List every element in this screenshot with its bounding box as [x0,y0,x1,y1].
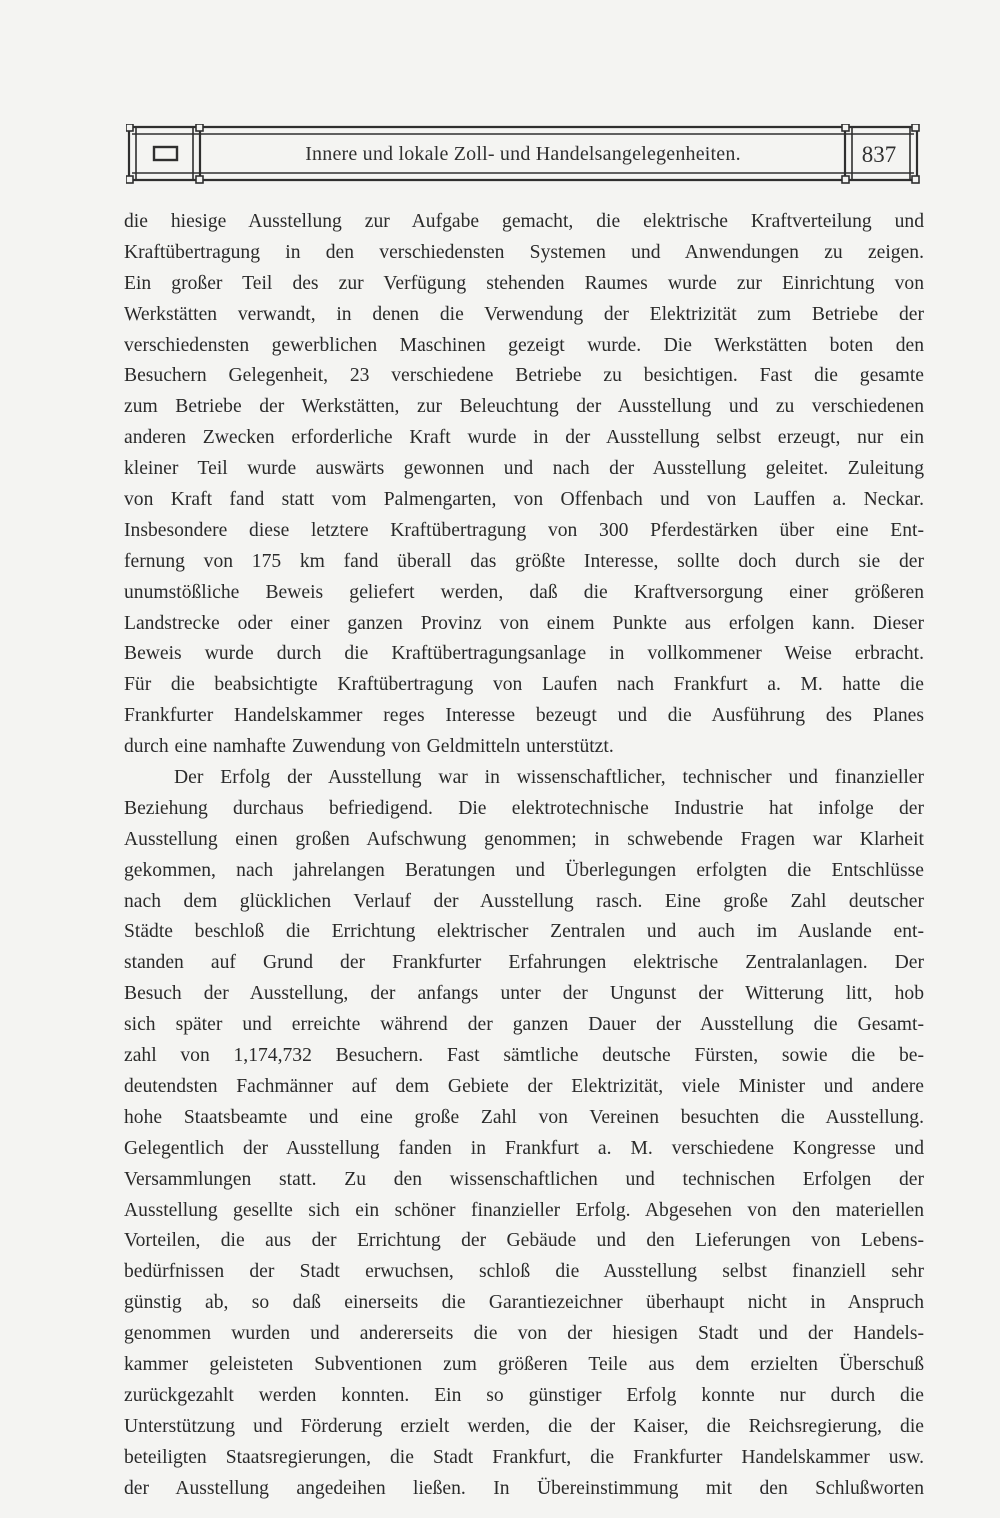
text-line: günstig ab, so daß einerseits die Garantiezeichner überhaupt nicht in Anspruch [124,1292,924,1314]
paragraph-first-line: Der Erfolg der Ausstellung war in wissenschaftlicher, technischer und finanzieller [174,767,924,789]
text-line: Städte beschloß die Errichtung elektrischer Zentralen und auch im Auslande ent- [124,921,924,943]
running-title: Innere und lokale Zoll- und Handelsangelegenheiten. [305,143,741,165]
text-line: Ausstellung einen großen Aufschwung genommen; in schwebende Fragen war Klarheit [124,828,924,850]
text-line: Werkstätten verwandt, in denen die Verwendung der Elektrizität zum Betriebe der [124,303,924,325]
text-line: deutendsten Fachmänner auf dem Gebiete der Elektrizität, viele Minister und andere [124,1075,924,1097]
text-line: Beweis wurde durch die Kraftübertragungsanlage in vollkommener Weise erbracht. [124,643,924,665]
text-line: die hiesige Ausstellung zur Aufgabe gemacht, die elektrische Kraftverteilung und [124,211,924,232]
text-line: hohe Staatsbeamte und eine große Zahl von Vereinen besuchten die Ausstellung. [124,1106,924,1128]
text-line: Vorteilen, die aus der Errichtung der Gebäude und den Lieferungen von Lebens- [124,1230,924,1252]
paragraph-last-line: durch eine namhafte Zuwendung von Geldmitteln unterstützt. [124,736,614,758]
body-text [124,207,924,1504]
page-number: 837 [861,142,897,167]
text-line: kammer geleisteten Subventionen zum größeren Teile aus dem erzielten Überschuß [124,1353,924,1375]
text-line: genommen wurden und andererseits die von der hiesigen Stadt und der Handels- [124,1323,924,1345]
text-line: der Ausstellung angedeihen ließen. In Übereinstimmung mit den Schlußworten [124,1477,924,1499]
text-line: zum Betriebe der Werkstätten, zur Beleuchtung der Ausstellung und zu verschiedenen [124,396,924,418]
text-line: gekommen, nach jahrelangen Beratungen und Überlegungen erfolgten die Entschlüsse [124,859,924,881]
text-line: kleiner Teil wurde auswärts gewonnen und nach der Ausstellung geleitet. Zuleitung [124,458,924,480]
text-line: standen auf Grund der Frankfurter Erfahrungen elektrische Zentralanlagen. Der [124,952,924,974]
text-line: Landstrecke oder einer ganzen Provinz von einem Punkte aus erfolgen kann. Dieser [124,612,924,634]
text-line: Unterstützung und Förderung erzielt werden, die der Kaiser, die Reichsregierung, die [124,1415,924,1437]
text-line: Insbesondere diese letztere Kraftübertragung von 300 Pferdestärken über eine Ent- [124,519,924,541]
text-line: Kraftübertragung in den verschiedensten Systemen und Anwendungen zu zeigen. [124,241,924,263]
text-line: Beziehung durchaus befriedigend. Die elektrotechnische Industrie hat infolge der [124,797,924,819]
text-line: Für die beabsichtigte Kraftübertragung von Laufen nach Frankfurt a. M. hatte die [124,674,924,696]
text-line: zahl von 1,174,732 Besuchern. Fast sämtliche deutsche Fürsten, sowie die be- [124,1045,924,1067]
text-line: verschiedensten gewerblichen Maschinen gezeigt wurde. Die Werkstätten boten den [124,334,924,356]
text-line: Ein großer Teil des zur Verfügung stehenden Raumes wurde zur Einrichtung von [124,272,924,294]
text-line: fernung von 175 km fand überall das größte Interesse, sollte doch durch sie der [124,550,924,572]
text-line: unumstößliche Beweis geliefert werden, daß die Kraftversorgung einer größeren [124,581,924,603]
text-line: Frankfurter Handelskammer reges Interesse bezeugt und die Ausführung des Planes [124,705,924,727]
text-line: beteiligten Staatsregierungen, die Stadt Frankfurt, die Frankfurter Handelskammer usw. [124,1446,924,1468]
text-line: zurückgezahlt werden konnten. Ein so günstiger Erfolg konnte nur durch die [124,1384,924,1406]
text-line: nach dem glücklichen Verlauf der Ausstellung rasch. Eine große Zahl deutscher [124,890,924,912]
text-line: Ausstellung gesellte sich ein schöner finanzieller Erfolg. Abgesehen von den materiellen [124,1199,924,1221]
text-line: anderen Zwecken erforderliche Kraft wurde in der Ausstellung selbst erzeugt, nur ein [124,427,924,449]
text-line: von Kraft fand statt vom Palmengarten, von Offenbach und von Lauffen a. Neckar. [124,489,924,511]
text-line: bedürfnissen der Stadt erwuchsen, schloß die Ausstellung selbst finanziell sehr [124,1261,924,1283]
text-line: Besuch der Ausstellung, der anfangs unter der Ungunst der Witterung litt, hob [124,983,924,1005]
text-line: Besuchern Gelegenheit, 23 verschiedene Betriebe zu besichtigen. Fast die gesamte [124,365,924,387]
text-line: sich später und erreichte während der ganzen Dauer der Ausstellung die Gesamt- [124,1014,924,1036]
text-line: Gelegentlich der Ausstellung fanden in Frankfurt a. M. verschiedene Kongresse und [124,1137,924,1159]
text-line: Versammlungen statt. Zu den wissenschaftlichen und technischen Erfolgen der [124,1168,924,1190]
